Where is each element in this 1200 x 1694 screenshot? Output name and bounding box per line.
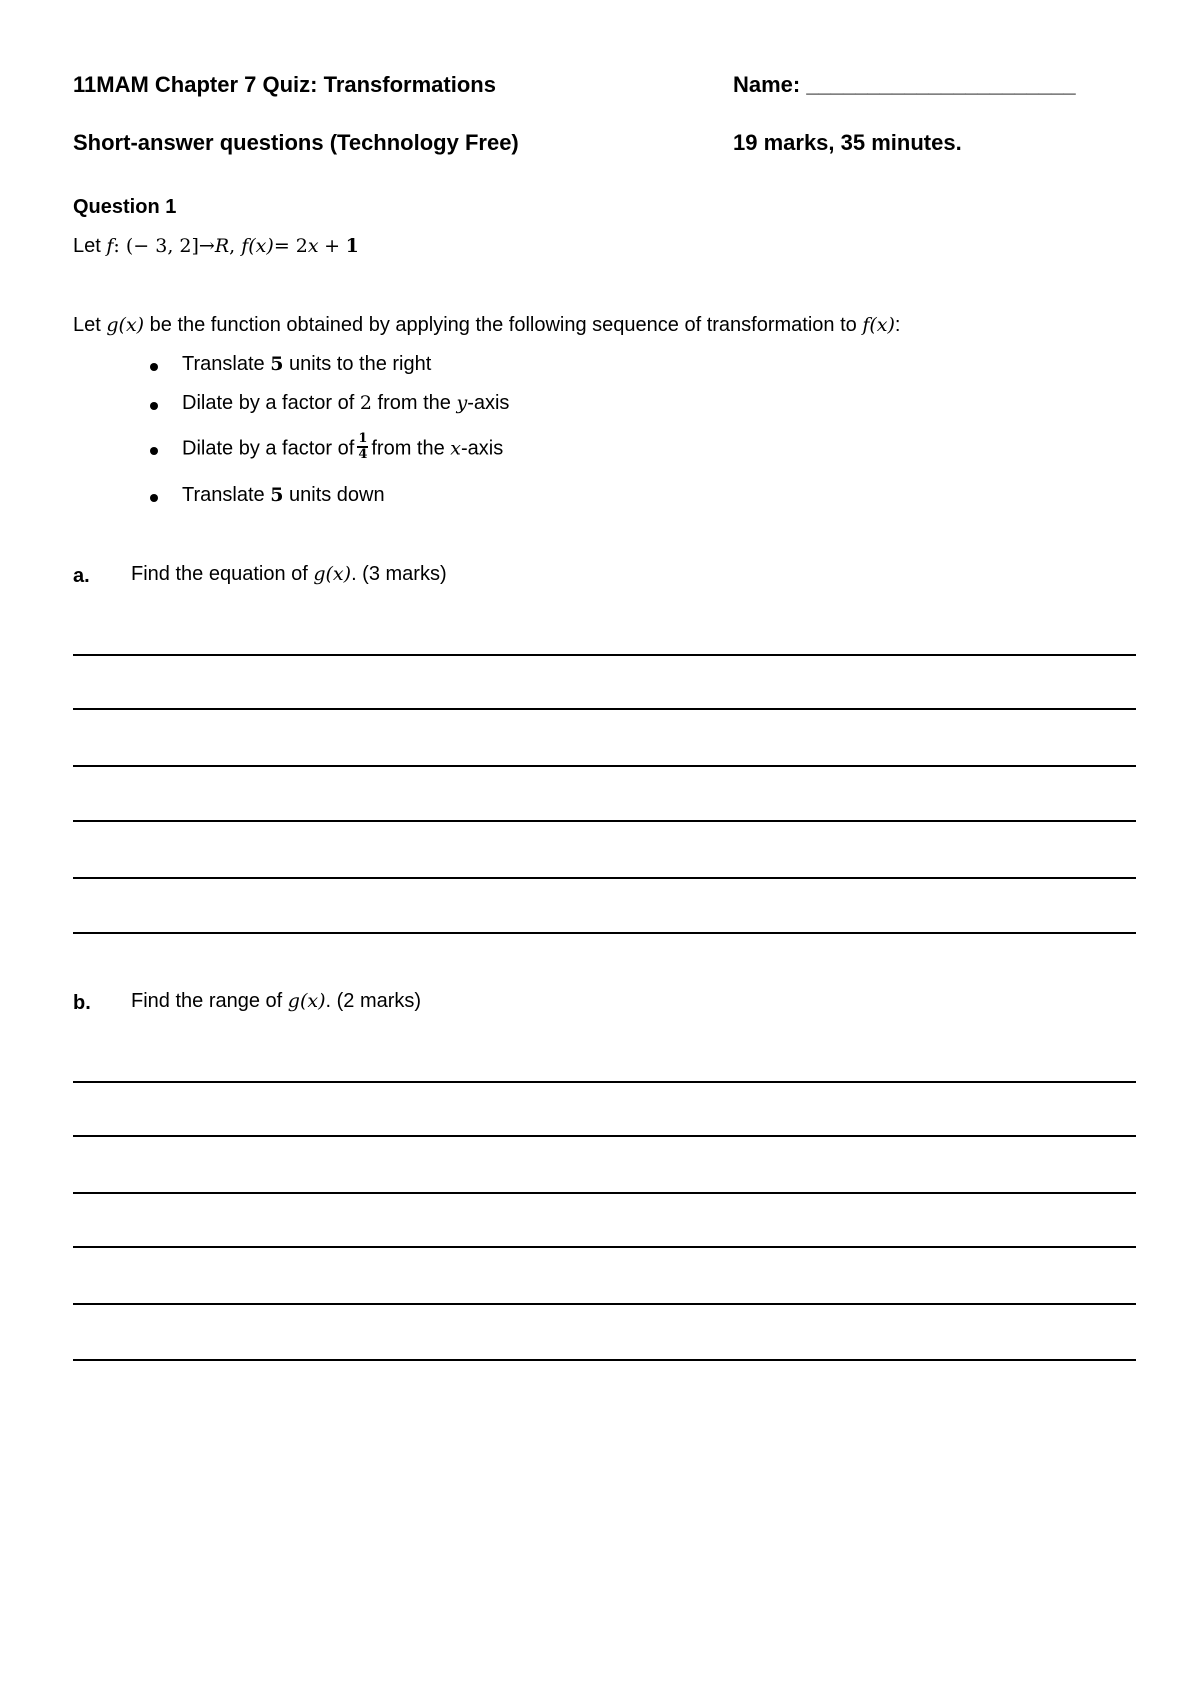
seq-fx: f(x) (862, 314, 895, 336)
fraction-denominator: 4 (358, 447, 368, 462)
answer-line[interactable] (73, 654, 1136, 656)
part-a-gx: g(x) (313, 563, 352, 585)
seq-let: Let (73, 314, 101, 336)
func-codomain: R (214, 235, 230, 257)
func-sep: , (229, 235, 242, 257)
marks-time: 19 marks, 35 minutes. (733, 130, 962, 155)
answer-line[interactable] (73, 765, 1136, 767)
seq-middle: be the function obtained by applying the following sequence of transformation to (149, 314, 857, 336)
step-math: 2 (359, 392, 372, 414)
part-a-text: Find the equation of (131, 563, 308, 585)
step-text: from the (377, 392, 451, 414)
step-math: 5 (270, 484, 284, 506)
answer-line[interactable] (73, 932, 1136, 934)
name-field[interactable] (733, 72, 1076, 98)
step-text: units to the right (289, 353, 432, 375)
sequence-intro (73, 314, 900, 337)
fraction (357, 432, 368, 462)
step-translate-down (182, 484, 385, 507)
question-heading: Question 1 (73, 196, 177, 218)
answer-line[interactable] (73, 1303, 1136, 1305)
func-domain: : (− 3, 2]→ (113, 235, 215, 257)
bullet-icon (150, 494, 158, 502)
answer-line[interactable] (73, 1359, 1136, 1361)
func-name: f (106, 235, 114, 257)
part-b-gx: g(x) (287, 990, 326, 1012)
bullet-icon (150, 363, 158, 371)
answer-line[interactable] (73, 1135, 1136, 1137)
bullet-icon (150, 402, 158, 410)
func-x: x (307, 235, 319, 257)
step-text: from the (371, 437, 445, 460)
func-eq: = 2 (273, 235, 308, 257)
step-text: Dilate by a factor of (182, 392, 355, 414)
step-var: y (456, 392, 468, 414)
answer-line[interactable] (73, 1081, 1136, 1083)
part-a-prompt (131, 563, 447, 586)
step-translate-right (182, 353, 431, 376)
seq-gx: g(x) (106, 314, 145, 336)
step-text: units down (289, 484, 385, 506)
quiz-title: 11MAM Chapter 7 Quiz: Transformations (73, 72, 496, 97)
name-blank: ______________________ (806, 72, 1076, 97)
part-a-label: a. (73, 565, 90, 587)
seq-end: : (894, 314, 901, 336)
part-b-label: b. (73, 992, 91, 1014)
step-text: -axis (467, 392, 510, 414)
answer-line[interactable] (73, 1192, 1136, 1194)
step-text: -axis (461, 437, 504, 460)
bullet-icon (150, 447, 158, 455)
step-text: Translate (182, 484, 265, 506)
answer-line[interactable] (73, 1246, 1136, 1248)
func-one: 1 (345, 235, 359, 257)
func-plus: + (324, 235, 341, 257)
step-text: Translate (182, 353, 265, 375)
answer-line[interactable] (73, 820, 1136, 822)
part-b-text: Find the range of (131, 990, 283, 1012)
answer-line[interactable] (73, 708, 1136, 710)
section-subtitle: Short-answer questions (Technology Free) (73, 130, 519, 155)
let-word: Let (73, 235, 101, 257)
step-dilate-y (182, 392, 509, 415)
name-label: Name: (733, 72, 801, 97)
step-text: Dilate by a factor of (182, 437, 355, 460)
step-math: 5 (270, 353, 284, 375)
func-fx: f(x) (241, 235, 274, 257)
part-b-prompt (131, 990, 421, 1013)
step-var: x (450, 437, 461, 460)
answer-line[interactable] (73, 877, 1136, 879)
part-b-marks: . (2 marks) (325, 990, 422, 1012)
part-a-marks: . (3 marks) (351, 563, 447, 585)
function-definition (73, 235, 359, 258)
step-dilate-x (182, 431, 504, 464)
fraction-numerator: 1 (358, 431, 368, 446)
